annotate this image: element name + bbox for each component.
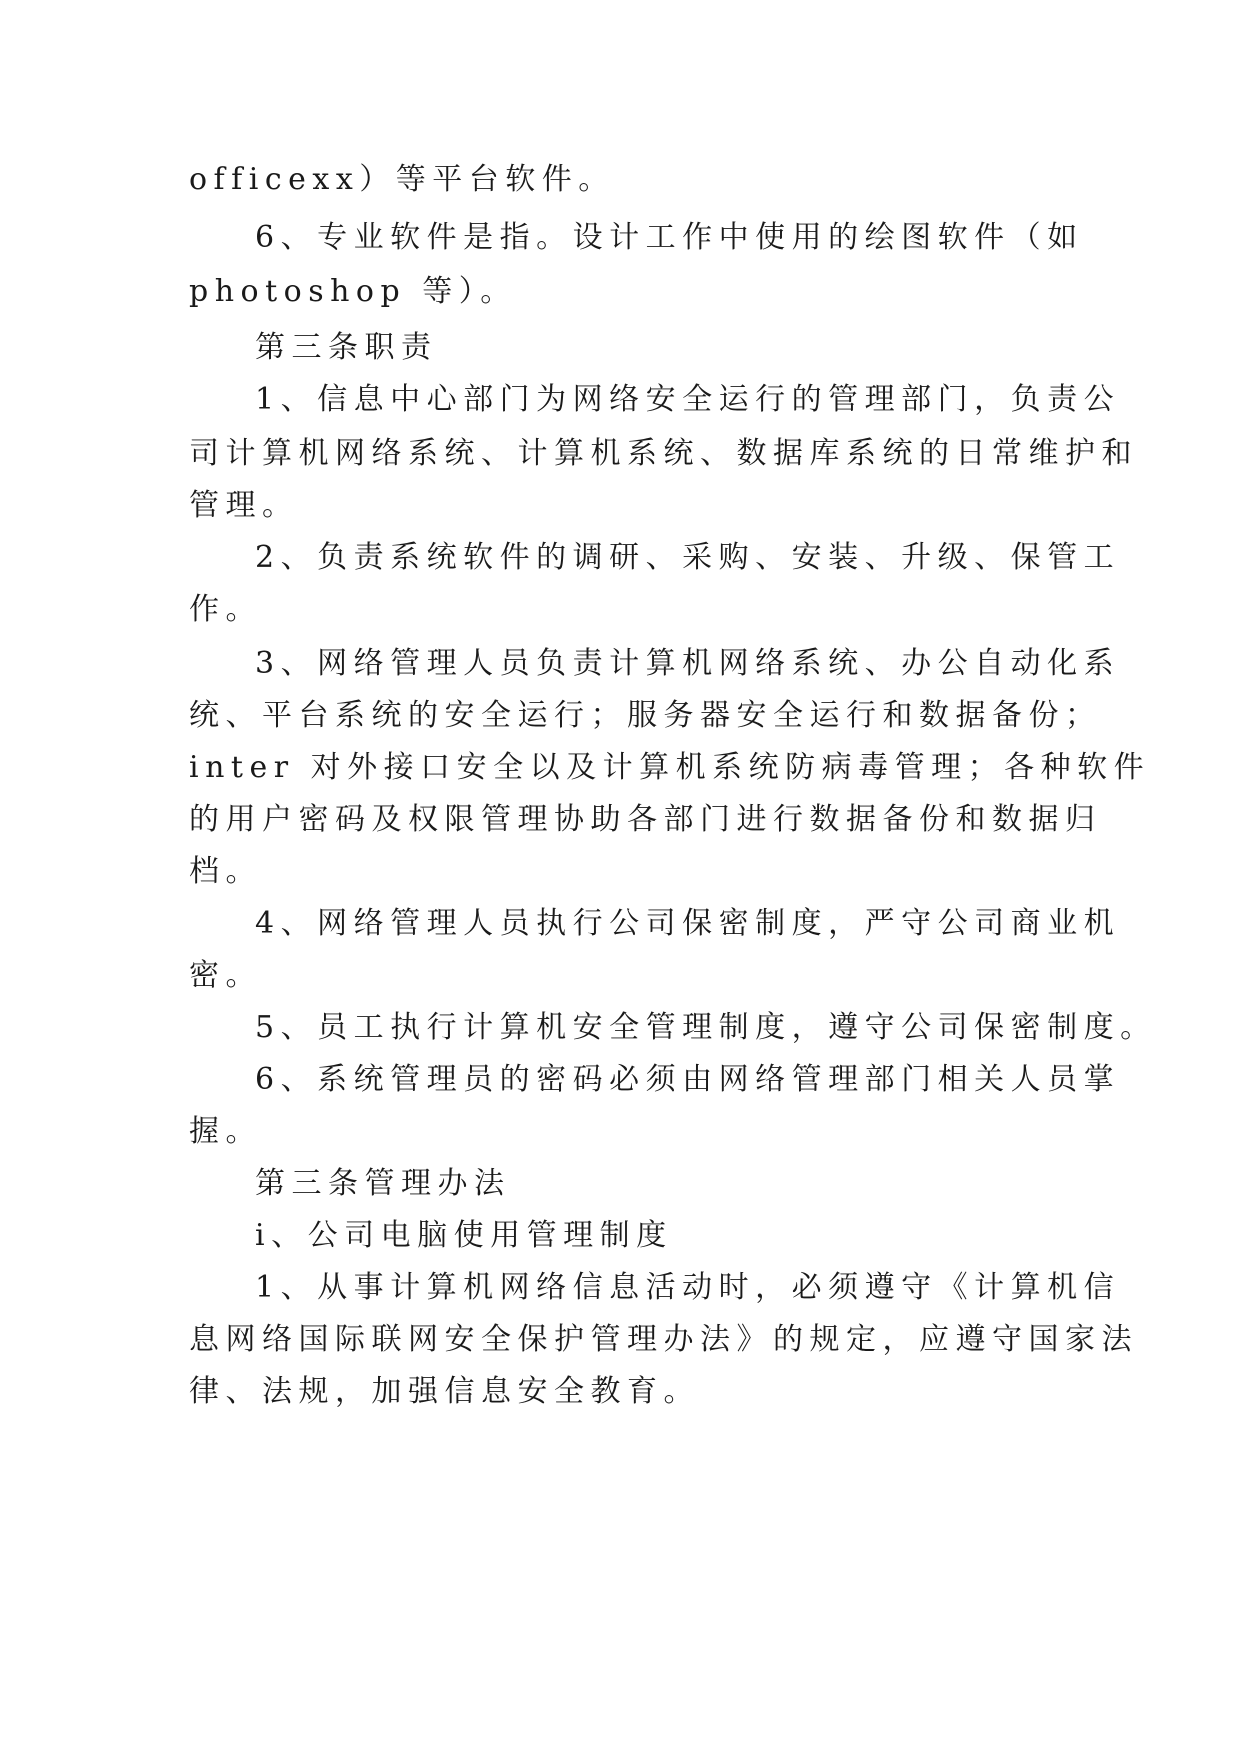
text-line: 档。 — [189, 854, 262, 889]
text-line: 息网络国际联网安全保护管理办法》的规定，应遵守国家法 — [189, 1322, 1138, 1357]
text-line: officexx）等平台软件。 — [189, 162, 615, 197]
text-line: 作。 — [189, 592, 262, 627]
text-line: 统、平台系统的安全运行；服务器安全运行和数据备份； — [189, 698, 1102, 733]
text-line: 律、法规，加强信息安全教育。 — [189, 1374, 700, 1409]
text-line: 2、负责系统软件的调研、采购、安装、升级、保管工 — [255, 540, 1121, 575]
text-line: 的用户密码及权限管理协助各部门进行数据备份和数据归 — [189, 802, 1102, 837]
text-line: 1、从事计算机网络信息活动时，必须遵守《计算机信 — [255, 1270, 1121, 1305]
section-heading: 第三条管理办法 — [255, 1166, 511, 1201]
text-line: 3、网络管理人员负责计算机网络系统、办公自动化系 — [255, 646, 1121, 681]
text-line: photoshop 等）。 — [189, 274, 517, 309]
section-heading: 第三条职责 — [255, 330, 438, 365]
text-line: inter 对外接口安全以及计算机系统防病毒管理；各种软件 — [189, 750, 1151, 785]
text-line: 管理。 — [189, 488, 299, 523]
subsection-heading: i、公司电脑使用管理制度 — [255, 1218, 673, 1253]
text-line: 6、系统管理员的密码必须由网络管理部门相关人员掌 — [255, 1062, 1121, 1097]
text-line: 1、信息中心部门为网络安全运行的管理部门，负责公 — [255, 382, 1121, 417]
text-line: 司计算机网络系统、计算机系统、数据库系统的日常维护和 — [189, 436, 1138, 471]
text-line: 密。 — [189, 958, 262, 993]
text-line: 握。 — [189, 1114, 262, 1149]
text-line: 4、网络管理人员执行公司保密制度，严守公司商业机 — [255, 906, 1121, 941]
text-line: 6、专业软件是指。设计工作中使用的绘图软件（如 — [255, 220, 1084, 255]
text-line: 5、员工执行计算机安全管理制度，遵守公司保密制度。 — [255, 1010, 1157, 1045]
